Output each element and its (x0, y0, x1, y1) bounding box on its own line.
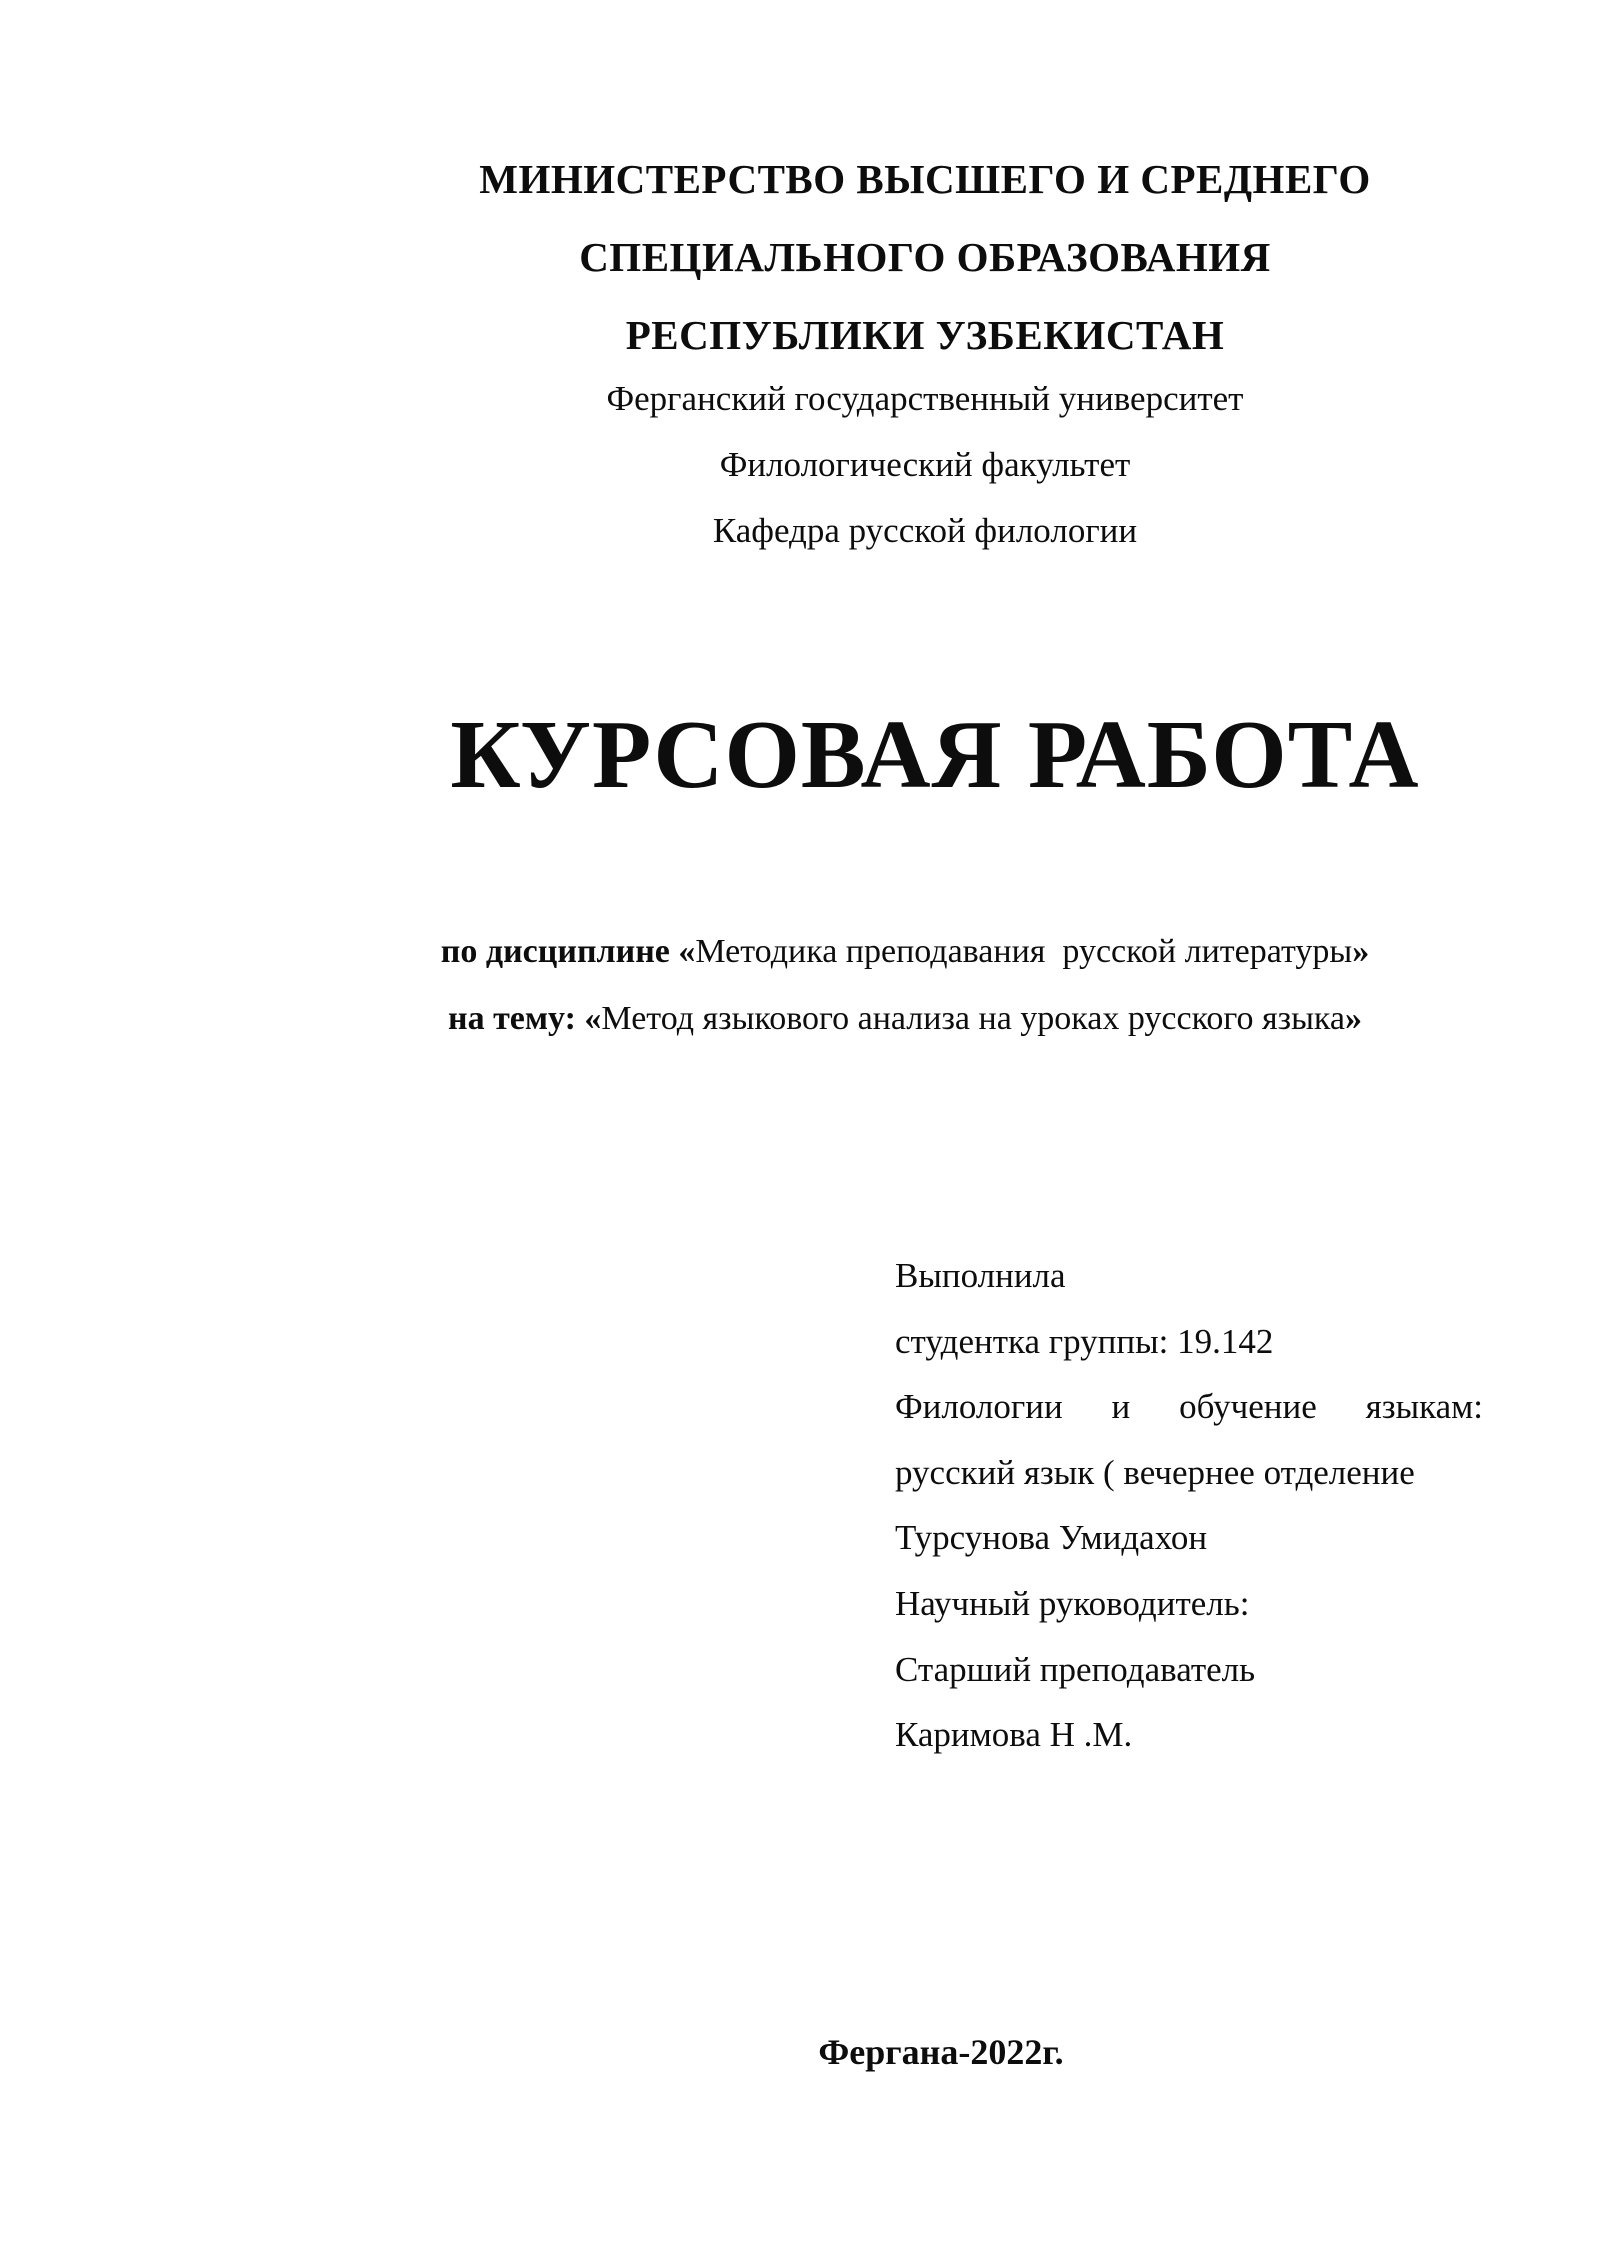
discipline-line (290, 918, 1520, 985)
discipline-open-quote: « (678, 933, 696, 970)
author-line-language-dept: русский язык ( вечернее отделение (895, 1452, 1415, 1492)
topic-close-quote: » (1345, 1000, 1363, 1037)
topic-open-quote: « (584, 1000, 602, 1037)
discipline-label: по дисциплине (440, 933, 679, 970)
author-line-student-group: студентка группы: 19.142 (895, 1321, 1274, 1361)
author-line-supervisor-rank: Старший преподаватель (895, 1649, 1256, 1689)
ministry-line-3: РЕСПУБЛИКИ УЗБЕКИСТАН (625, 312, 1225, 358)
ministry-line-1: МИНИСТЕРСТВО ВЫСШЕГО И СРЕДНЕГО (479, 156, 1371, 202)
author-block (895, 1243, 1483, 1768)
author-line-supervisor-name: Каримова Н .М. (895, 1715, 1133, 1755)
discipline-close-quote: » (1352, 933, 1370, 970)
document-title: КУРСОВАЯ РАБОТА (450, 701, 1420, 808)
author-line-student-name: Турсунова Умидахон (895, 1518, 1208, 1558)
university-name: Ферганский государственный университет (606, 379, 1244, 418)
ministry-line-2: СПЕЦИАЛЬНОГО ОБРАЗОВАНИЯ (579, 234, 1271, 280)
faculty-name: Филологический факультет (719, 445, 1131, 484)
ministry-header (250, 140, 1540, 374)
topic-line (290, 985, 1520, 1052)
author-line-performed-by: Выполнила (895, 1256, 1066, 1295)
author-line-supervisor-label: Научный руководитель: (895, 1583, 1250, 1623)
topic-text: Метод языкового анализа на уроках русского языка (601, 1000, 1346, 1037)
author-line-specialty: Филологии и обучение языкам: (895, 1387, 1483, 1427)
city-year-line: Фергана-2022г. (818, 2032, 1064, 2072)
topic-label: на тему: (447, 1000, 585, 1037)
department-name: Кафедра русской филологии (712, 511, 1138, 550)
institution-block (250, 366, 1540, 564)
discipline-text: Методика преподавания русской литературы (695, 933, 1353, 970)
subject-block (250, 918, 1520, 1052)
